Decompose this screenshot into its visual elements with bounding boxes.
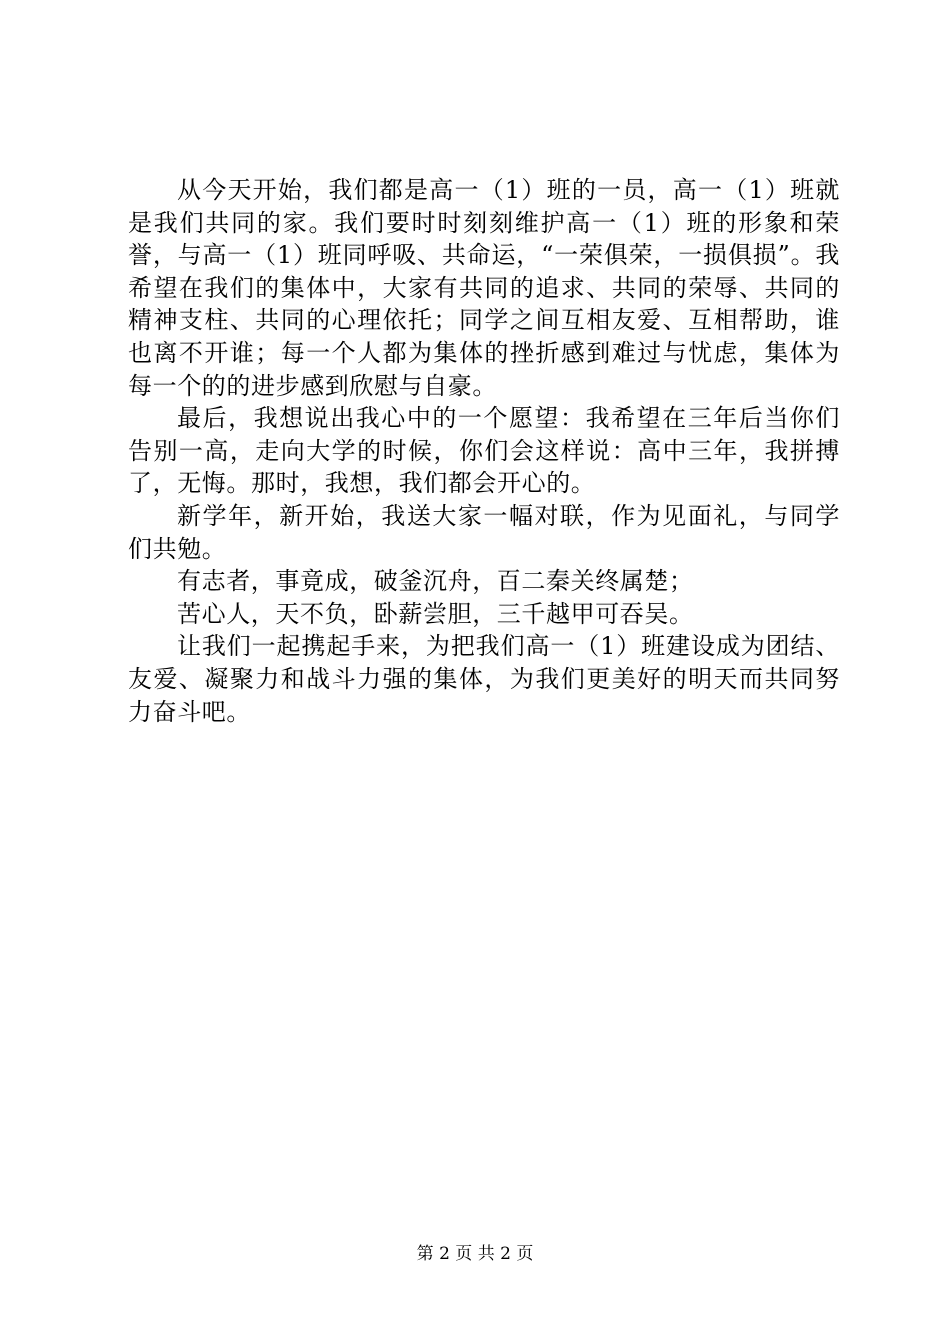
paragraph-class-family: 从今天开始，我们都是高一（1）班的一员，高一（1）班就是我们共同的家。我们要时时刻刻维护高一（1）班的形象和荣誉，与高一（1）班同呼吸、共命运，“一荣俱荣，一损俱损”。我希望在我们的集体中，大家有共同的追求、共同的荣辱、共同的精神支柱、共同的心理依托；同学之间互相友爱、互相帮助，谁也离不开谁；每一个人都为集体的挫折感到难过与忧虑，集体为每一个的的进步感到欣慰与自豪。 [128, 176, 840, 400]
paragraph-couplet-intro: 新学年，新开始，我送大家一幅对联，作为见面礼，与同学们共勉。 [128, 501, 840, 563]
paragraph-wish: 最后，我想说出我心中的一个愿望：我希望在三年后当你们告别一高，走向大学的时候，你们会这样说：高中三年，我拼搏了，无悔。那时，我想，我们都会开心的。 [128, 404, 840, 498]
couplet-line-first: 有志者，事竟成，破釜沉舟，百二秦关终属楚； [177, 567, 694, 596]
page-number-footer: 第 2 页 共 2 页 [416, 1244, 534, 1264]
document-body [128, 174, 840, 728]
couplet-line-second: 苦心人，天不负，卧薪尝胆，三千越甲可吞吴。 [177, 599, 694, 628]
paragraph-closing: 让我们一起携起手来，为把我们高一（1）班建设成为团结、友爱、凝聚力和战斗力强的集体，为我们更美好的明天而共同努力奋斗吧。 [128, 632, 840, 726]
